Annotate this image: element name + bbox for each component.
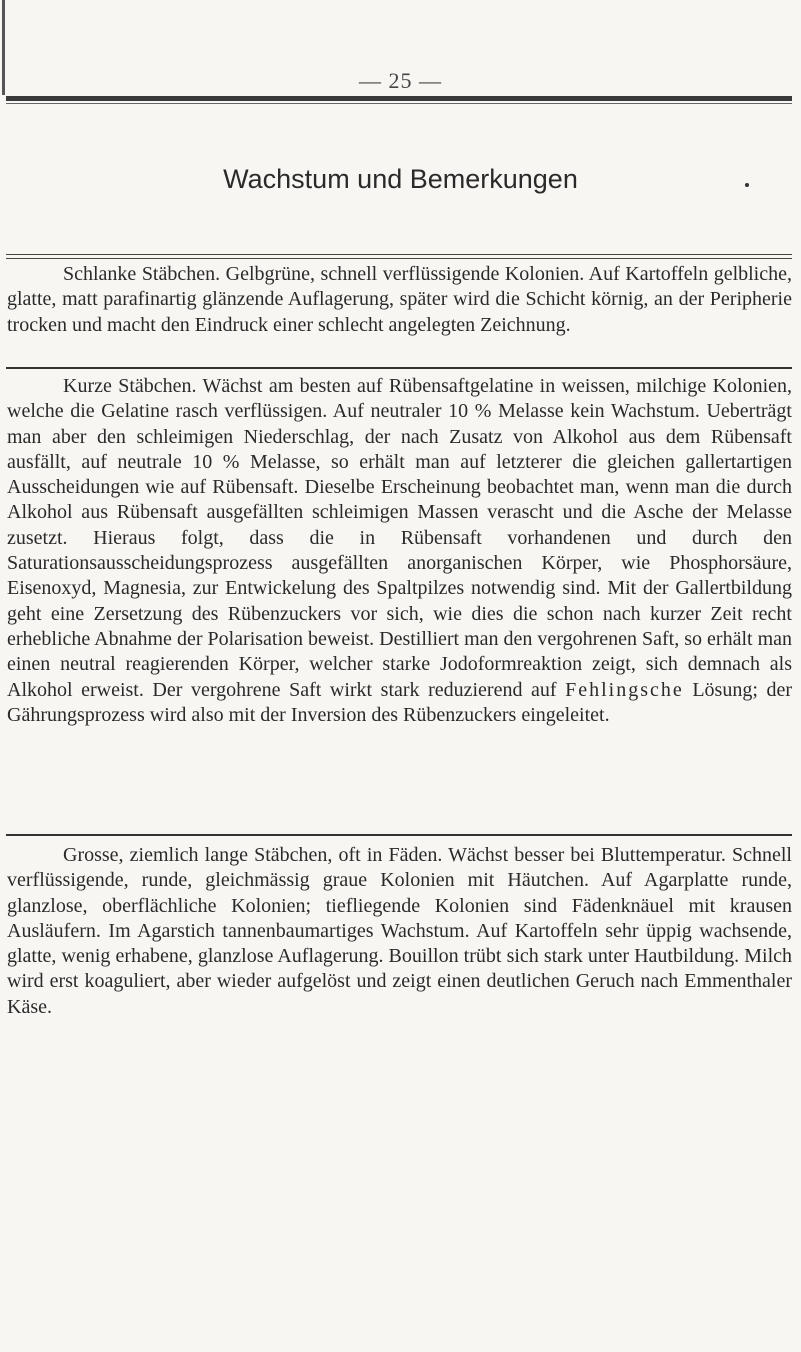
entry-2-part-1: Kurze Stäbchen. Wächst am besten auf Rübensaftgelatine in weissen, milchige Kolonien, welche die Gelatine rasch verflüssigen. Auf neutraler: [7, 375, 792, 423]
entry-2: [7, 374, 792, 728]
entry-3-text: Grosse, ziemlich lange Stäbchen, oft in Fäden. Wächst besser bei Bluttemperatur. Schnell verflüssigende, runde, gleichmässig graue Kolonien mit Häutchen. Auf Agarplatte runde, glanzlose, oberflächliche Kolonien; tiefliegende Kolonien sind Fädenknäuel mit krausen Ausläufern. Im Agarstich tannenbaumartiges Wachstum. Auf Kartoffeln sehr üppig wachsende, glatte, wenig erhabene, glanzlose Auflagerung. Bouillon trübt sich stark unter Hautbildung. Milch wird erst koaguliert, aber wieder aufgelöst und zeigt einen deutlichen Geruch nach Emmenthaler Käse.: [7, 844, 792, 1018]
entry-2-part-4: Lösung; der Gährungsprozess wird also mit der Inversion des Rübenzuckers eingeleitet.: [7, 678, 792, 726]
page-number: — 25 —: [359, 68, 442, 93]
section-heading: Wachstum und Bemerkungen: [223, 164, 578, 194]
heading-divider: [6, 254, 792, 259]
entry-3: [7, 843, 792, 1020]
fehling-name: Fehlingsche: [565, 678, 684, 701]
entry-divider: [6, 834, 792, 836]
entry-2-part-2: Melasse kein Wachstum. Ueberträgt man aber den schleimigen Niederschlag, der nach Zusatz von Alkohol aus dem Rübensaft ausfällt, auf neutrale: [7, 400, 792, 473]
stray-mark: [745, 183, 749, 187]
header-rule-thin: [6, 103, 792, 104]
entry-divider: [6, 367, 792, 369]
entry-2-part-3: Melasse, so erhält man auf letzterer die gleichen gallertartigen Ausscheidungen wie auf Rübensaft. Dieselbe Erscheinung beobachtet man, wenn man die durch Alkohol aus Rübensaft ausgefällten schleimigen Massen verascht und die Asche der Melasse zusetzt. Hieraus folgt, dass die in Rübensaft vorhandenen und durch den Saturationsausscheidungsprozess ausgefällten anorganischen Körper, wie Phosphorsäure, Eisenoxyd, Magnesia, zur Entwickelung des Spaltpilzes notwendig sind. Mit der Gallertbildung geht eine Zersetzung des Rübenzuckers vor sich, wie dies die schon nach kurzer Zeit recht erhebliche Abnahme der Polarisation beweist. Destilliert man den vergohrenen Saft, so erhält man einen neutral reagierenden Körper, welcher starke Jodoformreaktion zeigt, sich demnach als Alkohol erweist. Der vergohrene Saft wirkt stark reduzierend auf: [7, 450, 792, 701]
percent-value-1: 10 %: [448, 400, 492, 423]
entry-1: [7, 262, 792, 338]
entry-1-text: Schlanke Stäbchen. Gelbgrüne, schnell verflüssigende Kolonien. Auf Kartoffeln gelbliche, glatte, matt parafinartig glänzende Auflagerung, später wird die Schicht körnig, an der Peripherie trocken und macht den Eindruck einer schlecht angelegten Zeichnung.: [7, 263, 792, 336]
header-rule: [6, 96, 792, 101]
percent-value-2: 10 %: [192, 450, 240, 473]
